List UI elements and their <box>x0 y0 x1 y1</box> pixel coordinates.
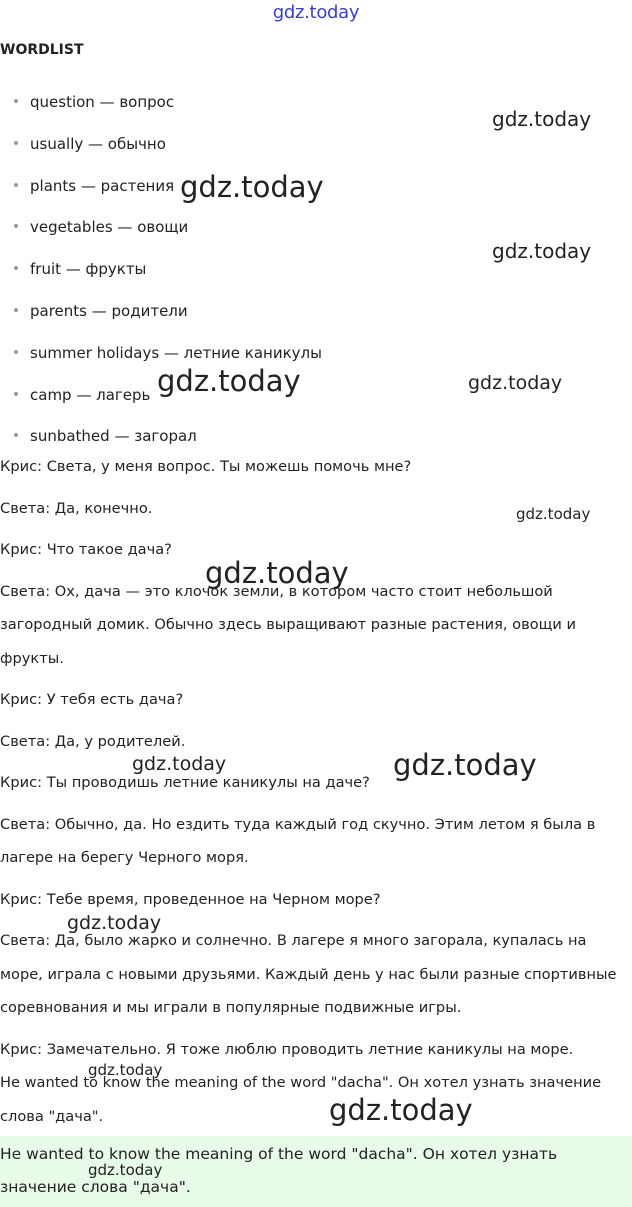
watermark: gdz.today <box>516 505 591 523</box>
bullet-icon <box>14 392 18 396</box>
watermark: gdz.today <box>157 364 301 398</box>
bullet-icon <box>14 350 18 354</box>
watermark: gdz.today <box>205 556 349 590</box>
list-item: vegetables — овощи <box>14 207 614 249</box>
dialogue-line: Света: Обычно, да. Но ездить туда каждый год скучно. Этим летом я была в лагере на берегу Черного моря. <box>0 815 596 866</box>
dialogue-line: Света: Да, было жарко и солнечно. В лагере я много загорала, купалась на море, играла с новыми друзьями. Каждый день у нас были разные спортивные соревнования и мы играли в популярные подвижные игры. <box>0 932 617 1016</box>
wordlist <box>14 82 614 458</box>
translation-note: He wanted to know the meaning of the word "dacha". Он хотел узнать значение слова "дача". <box>0 1074 602 1125</box>
dialogue-line: Света: Ох, дача — это клочок земли, в котором часто стоит небольшой загородный домик. Обычно здесь выращивают разные растения, овощи и фрукты. <box>0 582 576 667</box>
list-item: summer holidays — летние каникулы <box>14 333 614 375</box>
list-item: camp — лагерь <box>14 375 614 417</box>
list-item: question — вопрос <box>14 82 614 124</box>
list-item: fruit — фрукты <box>14 249 614 291</box>
watermark: gdz.today <box>132 753 227 775</box>
watermark: gdz.today <box>492 107 592 131</box>
dialogue-line: Света: Да, конечно. <box>0 499 153 517</box>
dialogue-line: Крис: У тебя есть дача? <box>0 691 184 708</box>
bullet-icon <box>14 141 18 145</box>
watermark: gdz.today <box>88 1161 163 1179</box>
bullet-icon <box>14 224 18 228</box>
answer-highlight: He wanted to know the meaning of the word "dacha". Он хотел узнать значение слова "дача". <box>0 1136 632 1207</box>
list-item: plants — растения <box>14 166 614 208</box>
dialogue-line: Крис: Света, у меня вопрос. Ты можешь помочь мне? <box>0 458 412 475</box>
watermark: gdz.today <box>180 170 324 204</box>
list-item: sunbathed — загорал <box>14 416 614 458</box>
site-logo[interactable]: gdz.today <box>272 2 360 23</box>
dialogue-line: Крис: Что такое дача? <box>0 541 172 558</box>
watermark: gdz.today <box>468 372 563 394</box>
watermark: gdz.today <box>67 912 162 934</box>
list-item: parents — родители <box>14 291 614 333</box>
bullet-icon <box>14 99 18 103</box>
dialogue-line: Света: Да, у родителей. <box>0 732 186 750</box>
watermark: gdz.today <box>88 1061 163 1079</box>
watermark: gdz.today <box>393 748 537 782</box>
dialogue <box>0 450 632 1133</box>
watermark: gdz.today <box>329 1093 473 1127</box>
bullet-icon <box>14 183 18 187</box>
dialogue-line: Крис: Ты проводишь летние каникулы на даче? <box>0 774 370 791</box>
list-item: usually — обычно <box>14 124 614 166</box>
bullet-icon <box>14 433 18 437</box>
watermark: gdz.today <box>492 239 592 263</box>
dialogue-line: Крис: Тебе время, проведенное на Черном море? <box>0 890 381 908</box>
bullet-icon <box>14 266 18 270</box>
wordlist-heading: WORDLIST <box>0 42 84 58</box>
bullet-icon <box>14 308 18 312</box>
dialogue-line: Крис: Замечательно. Я тоже люблю проводить летние каникулы на море. <box>0 1040 574 1058</box>
